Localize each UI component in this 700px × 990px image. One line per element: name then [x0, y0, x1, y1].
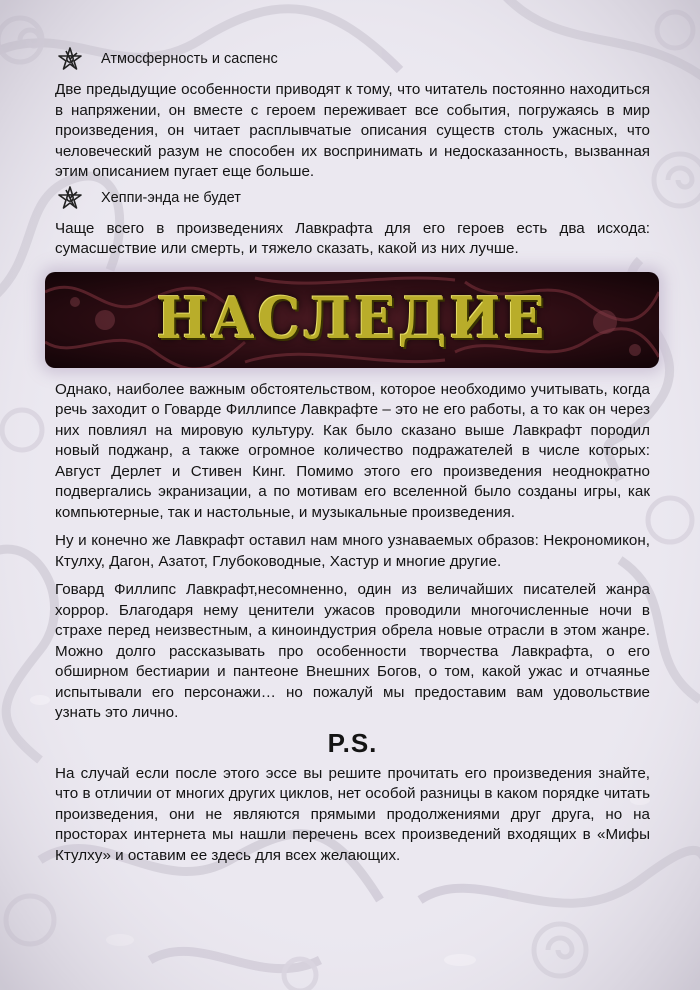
section-heading-no-happy-end [55, 183, 650, 213]
section-heading-text: Хеппи-энда не будет [101, 189, 241, 206]
ps-paragraph: На случай если после этого эссе вы решите прочитать его произведения знайте, что в отличии от многих других циклов, нет особой разницы в каком порядке читать произведения, они не являются прямыми продолжениями друг друга, но на просторах интернета мы нашли перечень всех произведений входящих в «Мифы Ктулху» и оставим ее здесь для всех желающих. [55, 764, 650, 864]
section-heading-text: Атмосферность и саспенс [101, 51, 278, 67]
legacy-paragraph-3: Говард Филлипс Лавкрафт,несомненно, один из величайших писателей жанра хоррор. Благодаря нему ценители ужасов проводили многочисленные ночи в страхе перед неизвестным, а киноиндустрия обрела новые отрасли в этом жанре. Можно долго рассказывать про особенности творчества Лавкрафта, о его обширном бестиарии и пантеоне Внешних Богов, о том, какой ужас и отчаянье испытывали его персонажи… но пожалуй мы предоставим вам удовольствие узнать это лично. [55, 581, 650, 721]
legacy-paragraph-2: Ну и конечно же Лавкрафт оставил нам много узнаваемых образов: Некрономикон, Ктулху, Дагон, Азатот, Глубоководные, Хастур и многие другие. [55, 532, 650, 570]
no-happy-end-paragraph: Чаще всего в произведениях Лавкрафта для его героев есть два исхода: сумасшествие или смерть, и тяжело сказать, какой из них лучше. [55, 219, 650, 257]
legacy-banner [45, 272, 659, 368]
atmosphere-paragraph: Две предыдущие особенности приводят к тому, что читатель постоянно находиться в напряжении, он вместе с героем переживает все события, погружаясь в мир произведения, он читает расплывчатые описания существ столь ужасных, что человеческий разум не способен их воспринимать и недосказанность, вызванная этим описанием пугает еще больше. [55, 81, 650, 180]
legacy-paragraph-1: Однако, наиболее важным обстоятельством, которое необходимо учитывать, когда речь заходит о Говарде Филлипсе Лавкрафте – это не его работы, а то как он через них повлиял на мировую культуру. Как было сказано выше Лавкрафт породил новый поджанр, а также огромное количество подражателей в числе которых: Август Дерлет и Стивен Кинг. Помимо этого его произведения неоднократно подвергались экранизации, а по мотивам его вселенной было созданы игры, как компьютерные, так и настольные, и музыкальные произведения. [55, 380, 650, 521]
ps-heading: P.S. [327, 727, 378, 758]
page-content [55, 44, 650, 866]
elder-sign-icon [57, 185, 83, 211]
section-heading-atmosphere [55, 44, 650, 74]
elder-sign-icon [57, 46, 83, 72]
banner-title: НАСЛЕДИЕ [156, 283, 548, 352]
